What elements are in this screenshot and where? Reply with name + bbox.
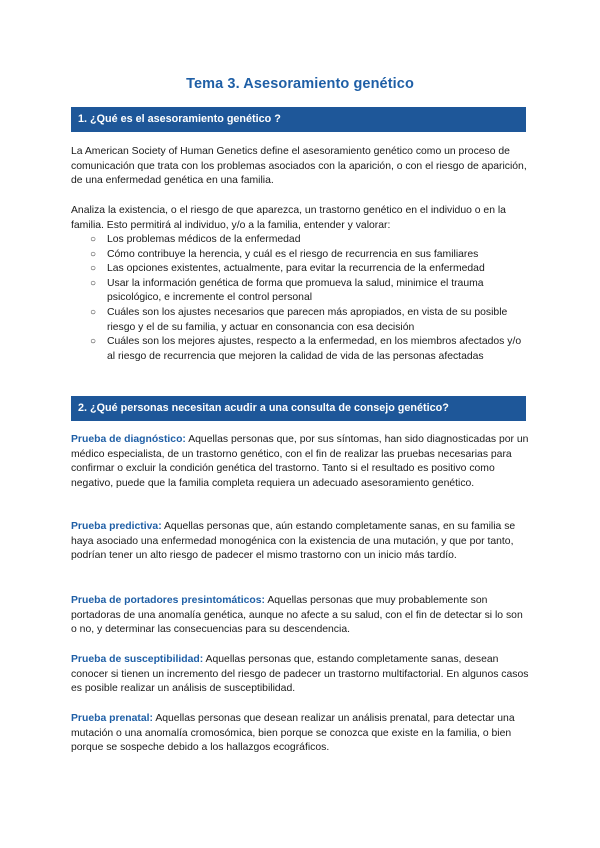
bullet-circle-icon: ○	[90, 263, 97, 275]
list-item: ○ Los problemas médicos de la enfermedad	[71, 233, 526, 248]
bullet-circle-icon: ○	[90, 306, 97, 318]
list-item: ○ Cómo contribuye la herencia, y cuál es el riesgo de recurrencia en sus familiares	[71, 248, 526, 263]
section-1-bullet-list	[71, 233, 526, 364]
page-title: Tema 3. Asesoramiento genético	[186, 76, 414, 92]
test-predictive-label: Prueba predictiva:	[71, 521, 162, 532]
list-item: ○ Las opciones existentes, actualmente, para evitar la recurrencia de la enfermedad	[71, 262, 526, 277]
test-susceptibility-label: Prueba de susceptibilidad:	[71, 654, 204, 665]
section-2-heading: 2. ¿Qué personas necesitan acudir a una consulta de consejo genético?	[71, 396, 526, 421]
bullet-circle-icon: ○	[90, 336, 97, 348]
test-prenatal-paragraph: Prueba prenatal: Aquellas personas que desean realizar un análisis prenatal, para detectar una mutación o una anomalía cromosómica, bien porque se conozca que existe en la familia, o bien porque se sospeche debido a los hallazgos ecográficos.	[71, 713, 515, 754]
test-carriers-label: Prueba de portadores presintomáticos:	[71, 595, 266, 606]
list-item: ○ Usar la información genética de forma que promueva la salud, minimice el trauma psicológico, e incremente el control personal	[90, 277, 484, 304]
test-carriers-paragraph: Prueba de portadores presintomáticos: Aquellas personas que muy probablemente son portadoras de una anomalía genética, aunque no afecte a su salud, con el fin de detectar si lo son o no, y determinar las consecuencias para su descendencia.	[71, 595, 523, 636]
list-item: ○ Cuáles son los ajustes necesarios que parecen más apropiados, en vista de su posible riesgo y el de su familia, y actuar en consonancia con esa decisión	[90, 306, 508, 333]
test-diagnostic-paragraph: Prueba de diagnóstico: Aquellas personas que, por sus síntomas, han sido diagnosticadas por un médico especialista, de un trastorno genético, con el fin de realizar las pruebas necesarias para confirmar o excluir la condición genética del trastorno. Tanto si el resultado es positivo como negativo, puede que la familia completa requiera un adecuado asesoramiento genético.	[71, 434, 529, 489]
section-1-paragraph-2: Analiza la existencia, o el riesgo de que aparezca, un trastorno genético en el individuo o en la familia. Esto permitirá al individuo, y/o a la familia, entender y valorar:	[71, 205, 506, 231]
test-susceptibility-paragraph: Prueba de susceptibilidad: Aquellas personas que, estando completamente sanas, desean conocer si tienen un incremento del riesgo de padecer un trastorno multifactorial. En algunos casos es posible realizar un análisis de susceptibilidad.	[71, 654, 529, 695]
section-1-heading: 1. ¿Qué es el asesoramiento genético ?	[71, 107, 526, 132]
test-prenatal-label: Prueba prenatal:	[71, 713, 153, 724]
section-1-paragraph-1: La American Society of Human Genetics define el asesoramiento genético como un proceso de comunicación que trata con los problemas asociados con la aparición, o con el riesgo de aparición, de una enfermedad genética en una familia.	[71, 146, 527, 187]
bullet-circle-icon: ○	[90, 234, 97, 245]
bullet-circle-icon: ○	[90, 248, 97, 260]
test-predictive-paragraph: Prueba predictiva: Aquellas personas que, aún estando completamente sanas, en su familia se haya asociado una enfermedad monogénica con la existencia de una mutación, y que por tanto, podrían tener un alto riesgo de padecer el mismo trastorno con un inicio más tardío.	[71, 521, 516, 562]
list-item: ○ Cuáles son los mejores ajustes, respecto a la enfermedad, en los miembros afectados y/o al riesgo de recurrencia que mejoren la calidad de vida de las personas afectadas	[90, 336, 522, 362]
test-diagnostic-label: Prueba de diagnóstico:	[71, 434, 186, 445]
bullet-circle-icon: ○	[90, 277, 97, 289]
